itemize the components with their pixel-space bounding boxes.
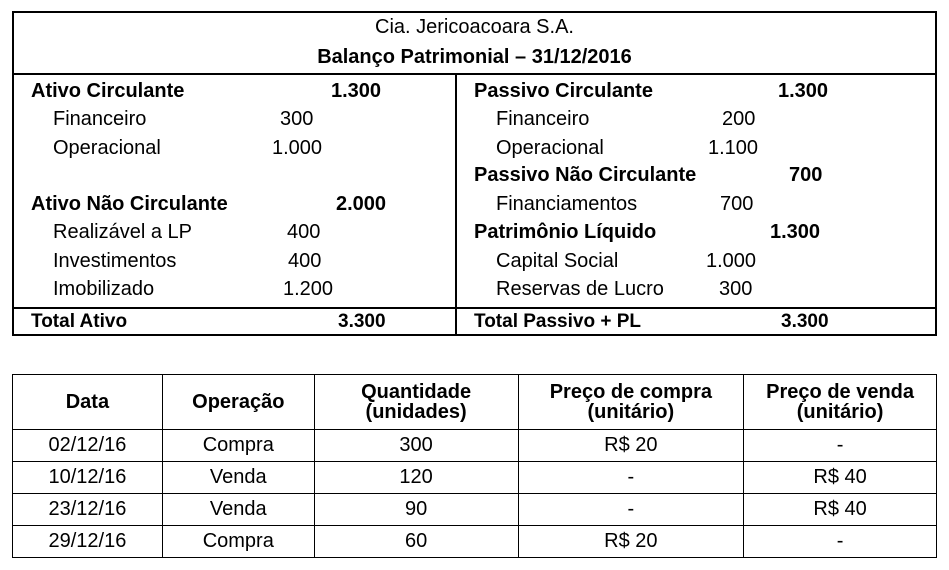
investimentos-label: Investimentos xyxy=(53,250,177,272)
total-ativo-value: 3.300 xyxy=(338,311,386,332)
total-divider xyxy=(14,307,935,309)
header-sell-price xyxy=(744,375,937,430)
table-row xyxy=(13,526,937,558)
investimentos-value: 400 xyxy=(288,250,322,272)
row-quantity: 120 xyxy=(314,462,518,494)
total-ativo-label: Total Ativo xyxy=(31,311,128,332)
patrimonio-liquido-value: 1.300 xyxy=(770,221,821,243)
header-sell-line1: Preço de venda xyxy=(766,381,915,403)
ativo-nao-circulante-value: 2.000 xyxy=(336,193,387,215)
patrimonio-liquido-label: Patrimônio Líquido xyxy=(474,221,657,243)
ativo-nao-circulante-label: Ativo Não Circulante xyxy=(31,193,228,215)
row-date: 10/12/16 xyxy=(13,462,163,494)
header-divider xyxy=(14,73,935,75)
row-sell-price: - xyxy=(744,526,937,558)
passivo-circulante-value: 1.300 xyxy=(778,80,829,102)
row-sell-price: - xyxy=(744,430,937,462)
imobilizado-label: Imobilizado xyxy=(53,278,155,300)
ac-operacional-value: 1.000 xyxy=(272,137,323,159)
pc-financeiro-label: Financeiro xyxy=(496,108,590,130)
transactions-table xyxy=(12,374,937,558)
ac-operacional-label: Operacional xyxy=(53,137,161,159)
passivo-nao-circulante-value: 700 xyxy=(789,164,823,186)
pc-financeiro-value: 200 xyxy=(722,108,756,130)
row-operation: Compra xyxy=(162,526,314,558)
row-quantity: 300 xyxy=(314,430,518,462)
header-quantity-line2: (unidades) xyxy=(365,401,467,423)
balance-title: Balanço Patrimonial – 31/12/2016 xyxy=(317,46,632,68)
ativo-circulante-value: 1.300 xyxy=(331,80,382,102)
header-buy-line2: (unitário) xyxy=(587,401,675,423)
header-sell-line2: (unitário) xyxy=(796,401,884,423)
capital-social-value: 1.000 xyxy=(706,250,757,272)
row-quantity: 60 xyxy=(314,526,518,558)
row-buy-price: R$ 20 xyxy=(518,430,744,462)
ac-financeiro-value: 300 xyxy=(280,108,314,130)
header-buy-line1: Preço de compra xyxy=(549,381,712,403)
row-sell-price: R$ 40 xyxy=(744,494,937,526)
financiamentos-value: 700 xyxy=(720,193,754,215)
column-divider xyxy=(455,73,457,334)
table-row xyxy=(13,494,937,526)
row-date: 23/12/16 xyxy=(13,494,163,526)
table-row xyxy=(13,430,937,462)
row-operation: Compra xyxy=(162,430,314,462)
header-buy-price xyxy=(518,375,744,430)
realizavel-lp-label: Realizável a LP xyxy=(53,221,192,243)
company-name: Cia. Jericoacoara S.A. xyxy=(375,16,574,38)
realizavel-lp-value: 400 xyxy=(287,221,321,243)
reservas-lucro-label: Reservas de Lucro xyxy=(496,278,664,300)
row-operation: Venda xyxy=(162,494,314,526)
row-buy-price: - xyxy=(518,462,744,494)
imobilizado-value: 1.200 xyxy=(283,278,334,300)
header-operation: Operação xyxy=(162,375,314,430)
row-buy-price: - xyxy=(518,494,744,526)
pc-operacional-value: 1.100 xyxy=(708,137,759,159)
passivo-circulante-label: Passivo Circulante xyxy=(474,80,653,102)
capital-social-label: Capital Social xyxy=(496,250,619,272)
reservas-lucro-value: 300 xyxy=(719,278,753,300)
row-date: 29/12/16 xyxy=(13,526,163,558)
pc-operacional-label: Operacional xyxy=(496,137,604,159)
passivo-nao-circulante-label: Passivo Não Circulante xyxy=(474,164,697,186)
row-quantity: 90 xyxy=(314,494,518,526)
financiamentos-label: Financiamentos xyxy=(496,193,638,215)
ac-financeiro-label: Financeiro xyxy=(53,108,147,130)
table-row xyxy=(13,462,937,494)
table-header-row xyxy=(13,375,937,430)
total-passivo-pl-value: 3.300 xyxy=(781,311,829,332)
header-quantity xyxy=(314,375,518,430)
header-date: Data xyxy=(13,375,163,430)
ativo-circulante-label: Ativo Circulante xyxy=(31,80,185,102)
header-quantity-line1: Quantidade xyxy=(361,381,472,403)
total-passivo-pl-label: Total Passivo + PL xyxy=(474,311,642,332)
row-sell-price: R$ 40 xyxy=(744,462,937,494)
row-date: 02/12/16 xyxy=(13,430,163,462)
row-operation: Venda xyxy=(162,462,314,494)
row-buy-price: R$ 20 xyxy=(518,526,744,558)
